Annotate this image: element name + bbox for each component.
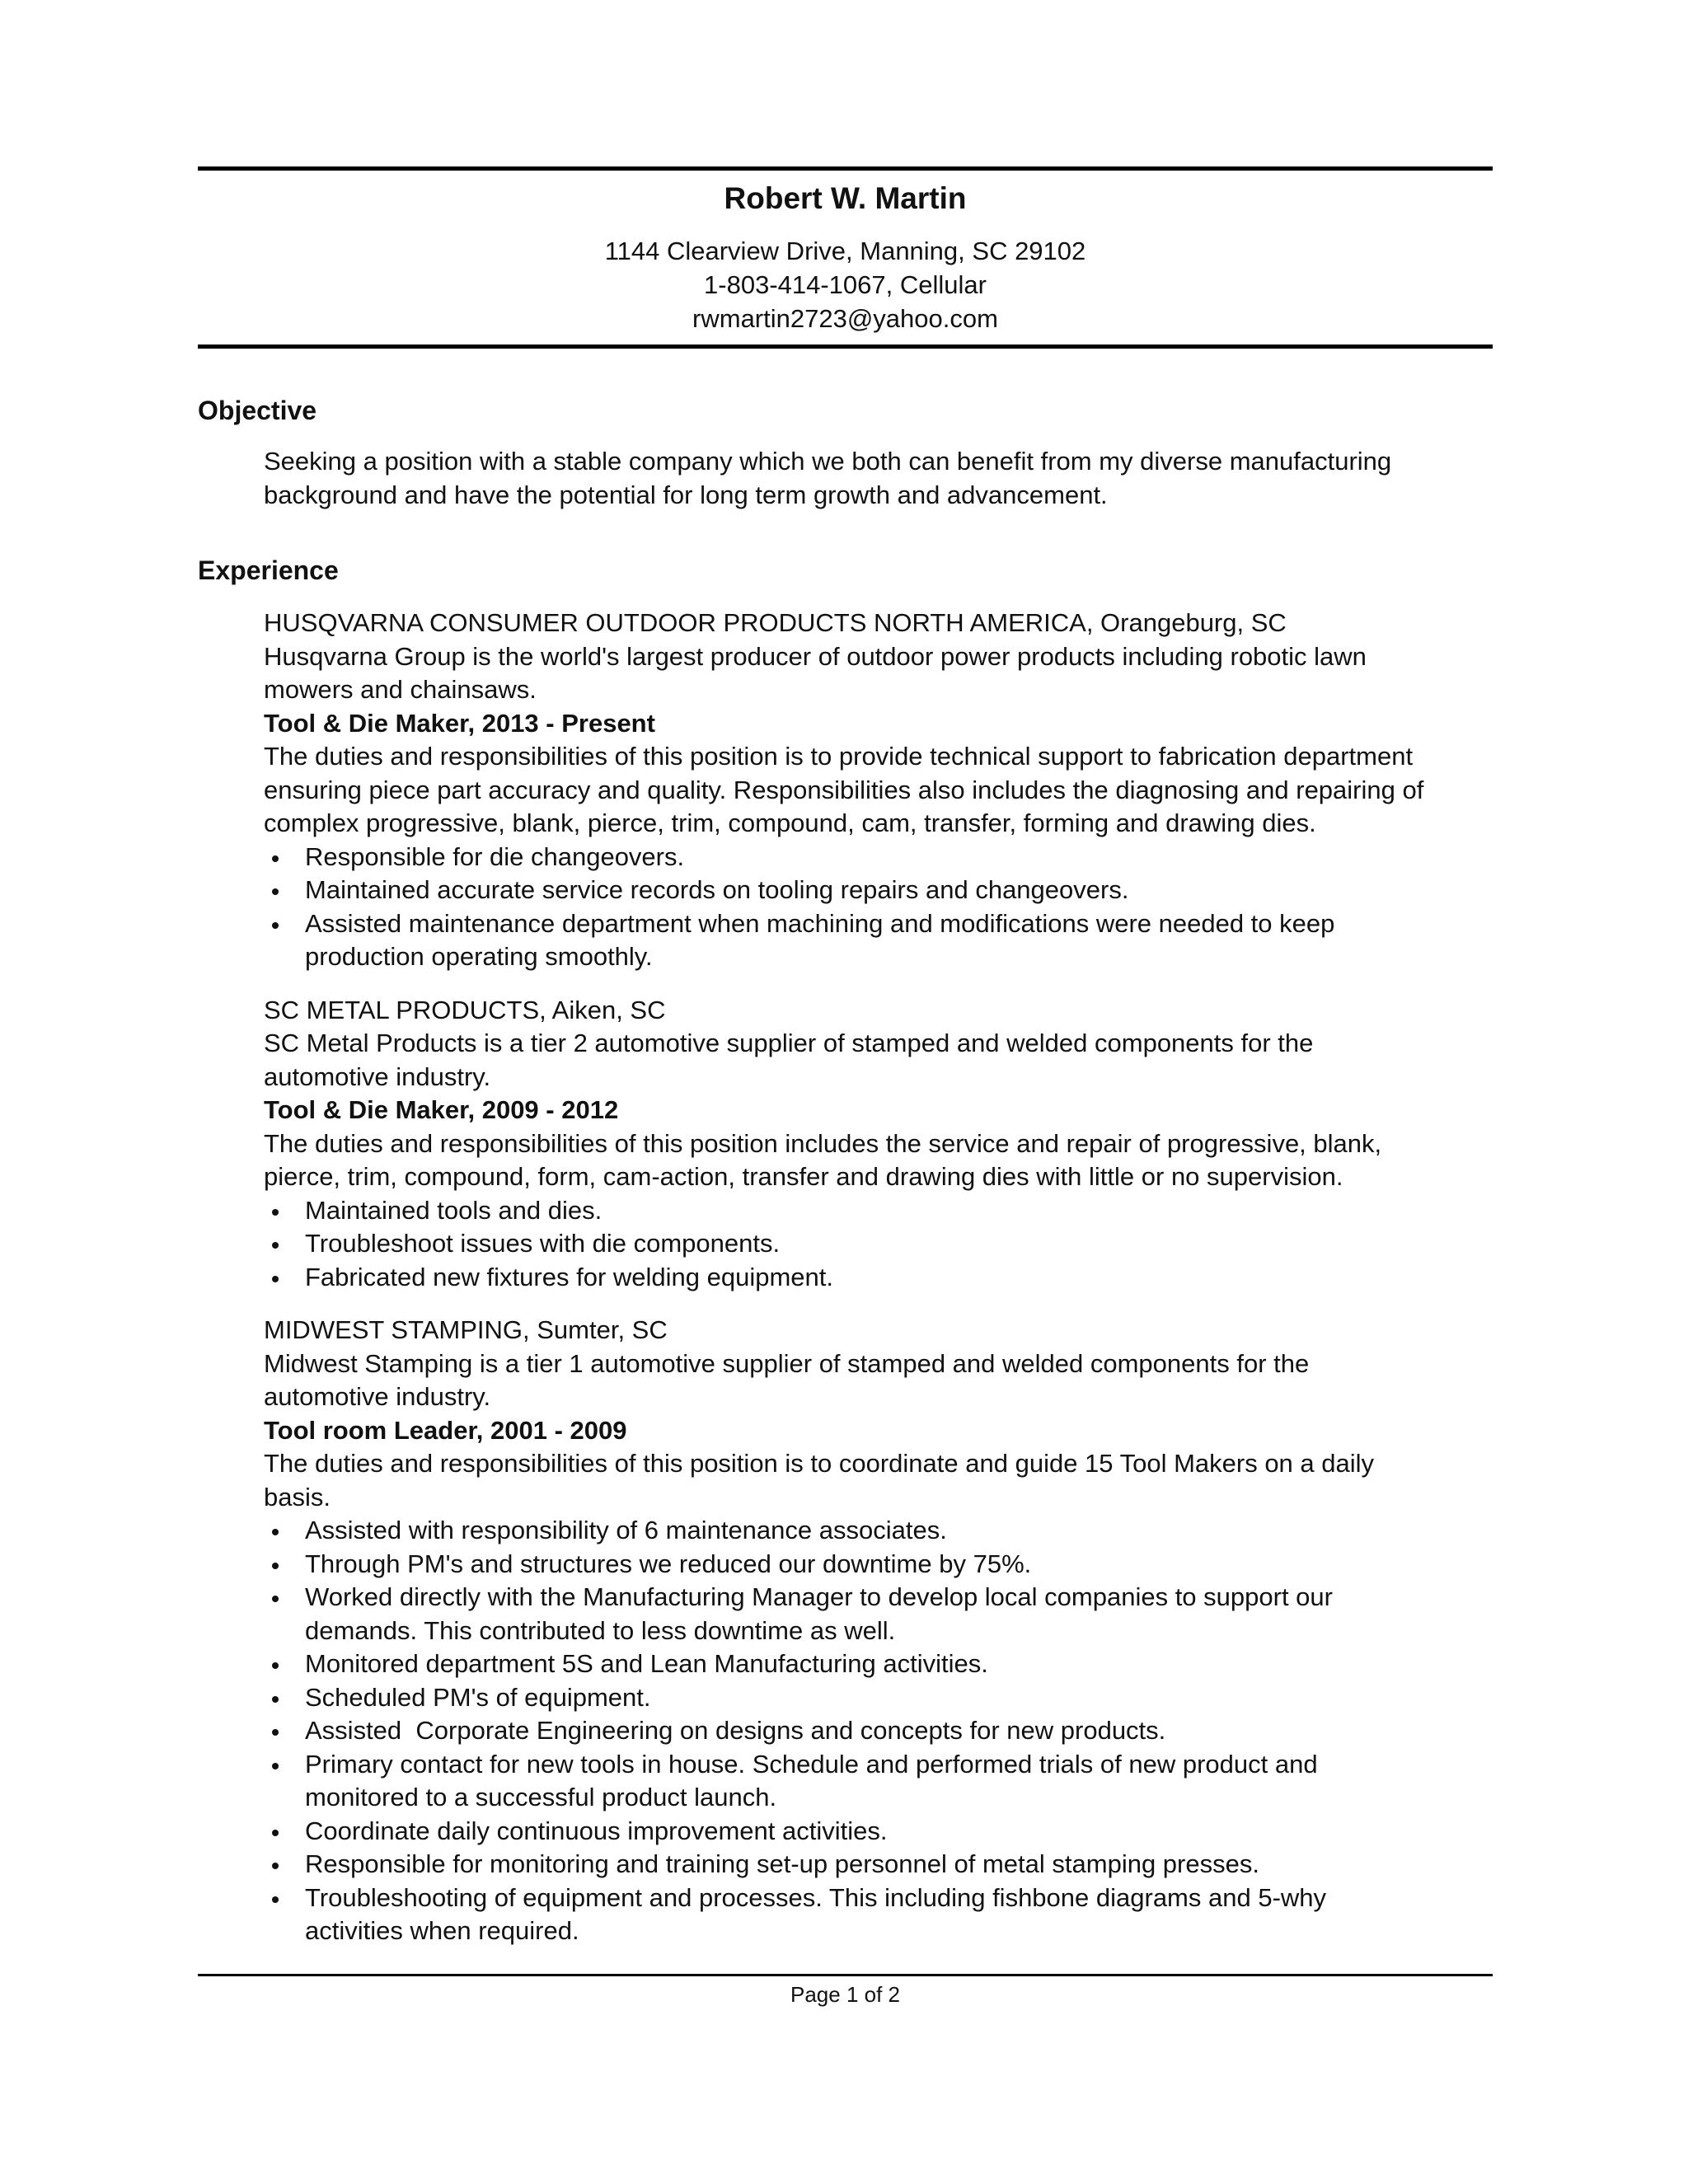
company-description-line: mowers and chainsaws.	[264, 675, 537, 704]
list-item-text: monitored to a successful product launch.	[305, 1783, 777, 1811]
bullet-icon	[272, 1662, 279, 1669]
list-item	[264, 1581, 1500, 1647]
bullet-icon	[272, 922, 279, 929]
company-description-line: SC Metal Products is a tier 2 automotive supplier of stamped and welded components for the	[264, 1029, 1314, 1057]
duties-line: basis.	[264, 1482, 331, 1511]
company-description-line: automotive industry.	[264, 1062, 491, 1091]
company-description-line: Husqvarna Group is the world's largest producer of outdoor power products including robotic lawn	[264, 641, 1367, 671]
list-item	[264, 1514, 1500, 1548]
achievement-list	[264, 1194, 1500, 1295]
bullet-icon	[272, 1563, 279, 1569]
list-item	[264, 1227, 1500, 1261]
bullet-icon	[272, 1763, 279, 1769]
achievement-list	[264, 1514, 1500, 1948]
list-item	[264, 1194, 1500, 1228]
company-description-line: Midwest Stamping is a tier 1 automotive supplier of stamped and welded components for the	[264, 1348, 1310, 1378]
contact-address: 1144 Clearview Drive, Manning, SC 29102	[604, 237, 1086, 265]
list-item-text: Responsible for monitoring and training set-up personnel of metal stamping presses.	[305, 1849, 1259, 1878]
bullet-icon	[272, 1276, 279, 1282]
list-item	[264, 1748, 1500, 1815]
footer-rule	[198, 1974, 1493, 1976]
bullet-icon	[272, 1209, 279, 1216]
company-description-line: automotive industry.	[264, 1382, 491, 1411]
achievement-list	[264, 841, 1500, 974]
contact-email: rwmartin2723@yahoo.com	[692, 304, 998, 333]
company-name: SC METAL PRODUCTS, Aiken, SC	[264, 995, 666, 1024]
header-top-rule	[198, 166, 1493, 171]
list-item-text: activities when required.	[305, 1916, 579, 1945]
company-name: MIDWEST STAMPING, Sumter, SC	[264, 1315, 668, 1344]
list-item-text: Troubleshooting of equipment and processes. This including fishbone diagrams and 5-why	[305, 1882, 1327, 1912]
experience-list	[264, 607, 1500, 1948]
list-item-text: Scheduled PM's of equipment.	[305, 1682, 651, 1712]
list-item-text: production operating smoothly.	[305, 942, 653, 971]
list-item-text: Monitored department 5S and Lean Manufacturing activities.	[305, 1649, 988, 1678]
experience-heading: Experience	[198, 555, 339, 585]
list-item	[264, 1261, 1500, 1295]
bullet-icon	[272, 1830, 279, 1836]
objective-heading: Objective	[198, 396, 317, 425]
duties-line: complex progressive, blank, pierce, trim, compound, cam, transfer, forming and drawing dies.	[264, 808, 1316, 837]
list-item-text: Maintained tools and dies.	[305, 1195, 603, 1225]
list-item	[264, 874, 1500, 907]
duties-line: The duties and responsibilities of this position is to coordinate and guide 15 Tool Makers on a daily	[264, 1449, 1375, 1478]
list-item	[264, 841, 1500, 874]
list-item-text: Troubleshoot issues with die components.	[305, 1229, 781, 1258]
list-item	[264, 1882, 1500, 1948]
bullet-icon	[272, 1242, 279, 1249]
bullet-icon	[272, 1529, 279, 1535]
list-item-text: demands. This contributed to less downtime as well.	[305, 1615, 896, 1645]
contact-phone: 1-803-414-1067, Cellular	[704, 270, 987, 299]
list-item	[264, 1714, 1500, 1748]
bullet-icon	[272, 1729, 279, 1736]
duties-line: The duties and responsibilities of this position includes the service and repair of progressive, blank,	[264, 1128, 1382, 1158]
bullet-icon	[272, 855, 279, 862]
list-item-text: Coordinate daily continuous improvement activities.	[305, 1816, 888, 1845]
objective-line: Seeking a position with a stable company which we both can benefit from my diverse manufacturing	[264, 447, 1392, 476]
bullet-icon	[272, 888, 279, 895]
list-item-text: Assisted with responsibility of 6 maintenance associates.	[305, 1516, 947, 1544]
list-item	[264, 1681, 1500, 1715]
company-entry	[264, 994, 1500, 1295]
duties-line: ensuring piece part accuracy and quality. Responsibilities also includes the diagnosing and repairing of	[264, 775, 1424, 804]
bullet-icon	[272, 1896, 279, 1903]
duties-line: pierce, trim, compound, form, cam-action, transfer and drawing dies with little or no supervision.	[264, 1162, 1343, 1191]
objective-line: background and have the potential for long term growth and advancement.	[264, 480, 1108, 509]
list-item	[264, 1848, 1500, 1882]
company-name: HUSQVARNA CONSUMER OUTDOOR PRODUCTS NORTH AMERICA, Orangeburg, SC	[264, 608, 1287, 637]
job-title: Tool room Leader, 2001 - 2009	[264, 1415, 627, 1445]
page-number: Page 1 of 2	[790, 1982, 900, 2007]
company-entry	[264, 607, 1500, 974]
list-item-text: Assisted Corporate Engineering on designs and concepts for new products.	[305, 1716, 1166, 1745]
list-item-text: Worked directly with the Manufacturing Manager to develop local companies to support our	[305, 1582, 1333, 1611]
list-item-text: Maintained accurate service records on tooling repairs and changeovers.	[305, 875, 1129, 904]
objective-text	[264, 445, 1500, 512]
header-bottom-rule	[198, 344, 1493, 349]
duties-line: The duties and responsibilities of this position is to provide technical support to fabrication department	[264, 742, 1414, 771]
list-item	[264, 907, 1500, 974]
list-item	[264, 1647, 1500, 1681]
job-title: Tool & Die Maker, 2013 - Present	[264, 708, 655, 738]
list-item	[264, 1815, 1500, 1849]
list-item	[264, 1548, 1500, 1582]
bullet-icon	[272, 1696, 279, 1703]
job-title: Tool & Die Maker, 2009 - 2012	[264, 1095, 619, 1124]
list-item-text: Responsible for die changeovers.	[305, 841, 685, 871]
list-item-text: Primary contact for new tools in house. Schedule and performed trials of new product and	[305, 1749, 1318, 1779]
bullet-icon	[272, 1596, 279, 1602]
candidate-name: Robert W. Martin	[724, 181, 967, 215]
resume-header	[198, 175, 1493, 335]
list-item-text: Assisted maintenance department when machining and modifications were needed to keep	[305, 908, 1335, 938]
list-item-text: Fabricated new fixtures for welding equipment.	[305, 1262, 833, 1291]
list-item-text: Through PM's and structures we reduced our downtime by 75%.	[305, 1549, 1032, 1578]
bullet-icon	[272, 1863, 279, 1869]
company-entry	[264, 1314, 1500, 1948]
